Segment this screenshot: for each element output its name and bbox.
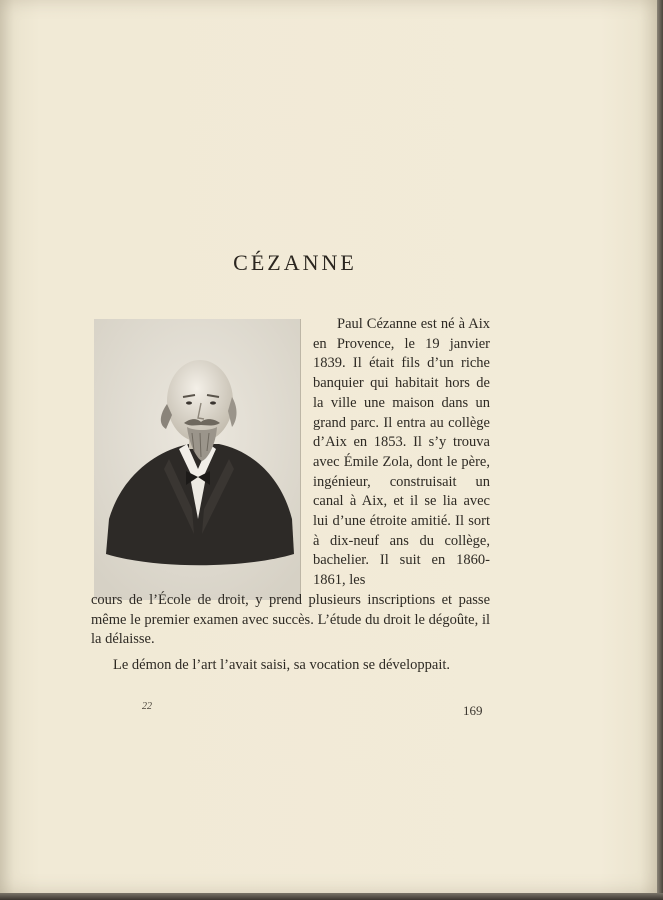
page-edge-right	[657, 0, 663, 900]
last-paragraph: Le démon de l’art l’avait saisi, sa vocation se développait.	[113, 657, 451, 674]
full-paragraph: cours de l’École de droit, y prend plusieurs inscriptions et passe même le premier examen avec succès. L’étude du droit le dégoûte, il la délaisse.	[91, 592, 490, 648]
text-column	[313, 315, 490, 591]
portrait-photo	[94, 319, 301, 600]
page-number: 169	[463, 703, 483, 718]
signature-mark: 22	[142, 701, 152, 712]
page-title: CÉZANNE	[233, 250, 357, 275]
portrait-photo-icon	[94, 319, 300, 600]
page-edge-bottom	[0, 893, 663, 900]
column-paragraph: Paul Cézanne est né à Aix en Provence, le 19 janvier 1839. Il était fils d’un riche banquier qui habitait hors de la ville une maison dans un grand parc. Il entra au collège d’Aix en 1853. Il s’y trouva avec Émile Zola, dont le père, ingénieur, construisait un canal à Aix, et il se lia avec lui d’une étroite amitié. Il sort à dix-neuf ans du collège, bachelier. Il suit en 1860-1861, les	[313, 316, 490, 589]
text-full-width	[91, 591, 490, 676]
